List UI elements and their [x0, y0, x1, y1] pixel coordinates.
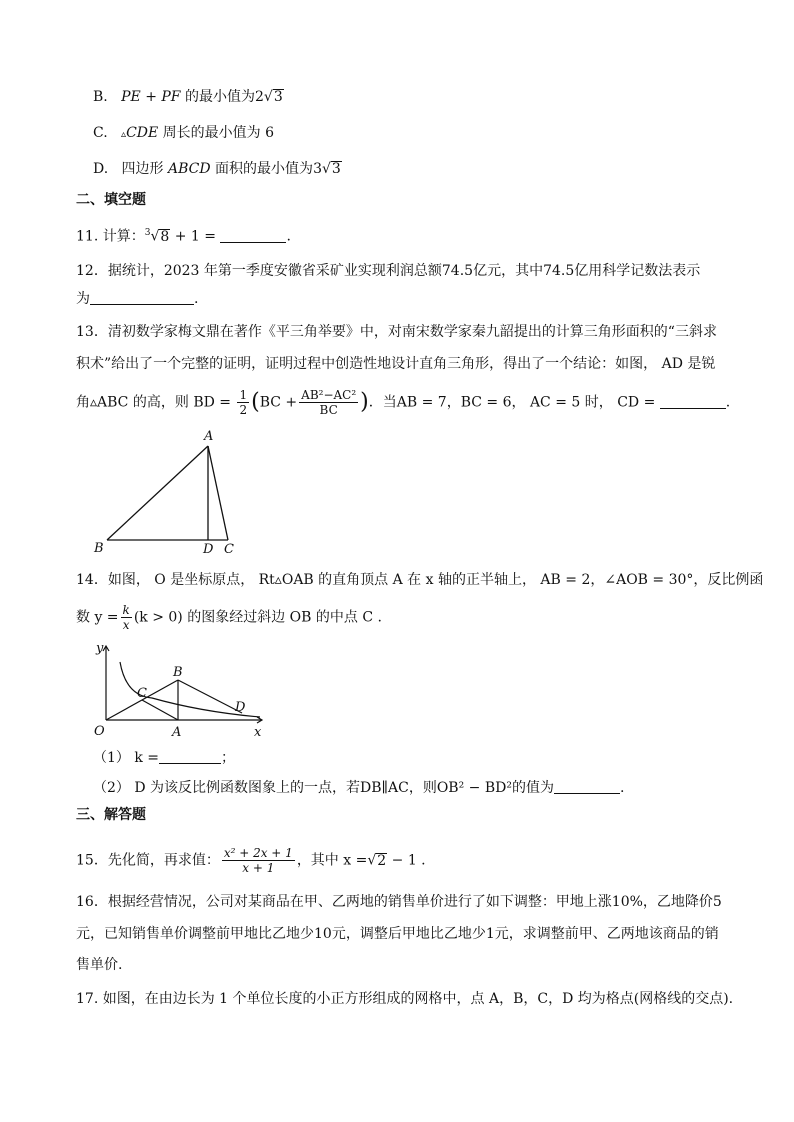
question-13-line3: 角▵ABC 的高，则 BD = $\frac{1}{2}$ (BC + $\frac{\text{AB²−AC²}}{BC}$ )．当AB = 7，BC = 6， AC = 5 时， CD = .: [76, 388, 731, 417]
option-c: C. ▵CDE 周长的最小值为 6: [93, 125, 275, 141]
sqrt-sign: √: [367, 852, 377, 869]
answer-blank[interactable]: [220, 228, 286, 243]
label-y: y: [96, 641, 104, 656]
fraction-ab-ac: $\frac{\text{AB²−AC²}}{BC}$: [301, 388, 357, 417]
section-heading-solve: 三、解答题: [76, 807, 146, 823]
sqrt-sign: √: [150, 228, 160, 245]
question-14-part2: （2） D 为该反比例函数图象上的一点，若DB∥AC，则OB² − BD²的值为 .: [93, 780, 625, 796]
question-11: 11. 计算：$^3$√8 + 1 = .: [76, 228, 291, 245]
question-15: 15．先化简，再求值： $\frac{\text{x² + 2x + 1}}{x + 1}$ ，其中 x =√2 − 1 .: [76, 846, 426, 875]
label-d: D: [235, 700, 246, 715]
answer-blank[interactable]: [660, 394, 726, 409]
fraction-half: $\frac{1}{2}$: [239, 388, 248, 417]
answer-blank[interactable]: [90, 290, 194, 305]
coordinate-figure: [92, 640, 272, 740]
label-o: O: [94, 724, 105, 739]
question-16-line2: 元，已知销售单价调整前甲地比乙地少10元，调整后甲地比乙地少1元，求调整前甲、乙两地该商品的销: [76, 926, 719, 942]
question-12-line2: 为 .: [76, 291, 199, 307]
question-13-line1: 13．清初数学家梅文鼎在著作《平三角举要》中，对南宋数学家秦九韶提出的计算三角形面积的“三斜求: [76, 324, 717, 340]
question-17-line1: 17. 如图，在由边长为 1 个单位长度的小正方形组成的网格中，点 A，B，C，D 均为格点(网格线的交点).: [76, 991, 734, 1007]
question-14-line1: 14．如图， O 是坐标原点， Rt▵OAB 的直角顶点 A 在 x 轴的正半轴上， AB = 2，∠AOB = 30°，反比例函: [76, 572, 764, 588]
answer-blank[interactable]: [159, 749, 221, 764]
label-a: A: [172, 725, 182, 740]
answer-blank[interactable]: [554, 779, 620, 794]
fraction-k-over-x: $\frac{k}{x}$: [122, 603, 130, 632]
sqrt-sign: √: [321, 161, 331, 177]
option-d: D. 四边形 ABCD 面积的最小值为3√3: [93, 161, 341, 177]
label-b: B: [94, 541, 104, 555]
triangle-figure: [90, 425, 250, 555]
question-12-line1: 12．据统计，2023 年第一季度安徽省采矿业实现利润总额74.5亿元，其中74.5亿用科学记数法表示: [76, 263, 701, 279]
question-16-line1: 16．根据经营情况，公司对某商品在甲、乙两地的销售单价进行了如下调整：甲地上涨10%，乙地降价5: [76, 894, 722, 910]
label-c: C: [137, 686, 147, 701]
question-14-part1: （1） k = ；: [93, 750, 236, 766]
sqrt-sign: √: [263, 89, 273, 105]
label-c: C: [224, 542, 234, 555]
fraction-expression: $\frac{\text{x² + 2x + 1}}{x + 1}$: [223, 846, 293, 875]
label-d: D: [203, 542, 214, 555]
segment-bd: [178, 680, 242, 713]
label-a: A: [204, 429, 214, 444]
option-b: B. PE + PF 的最小值为2√3: [93, 89, 283, 105]
side-ac: [208, 446, 228, 540]
question-13-line2: 积术”给出了一个完整的证明，证明过程中创造性地设计直角三角形，得出了一个结论：如图， AD 是锐: [76, 356, 716, 372]
question-16-line3: 售单价.: [76, 957, 123, 973]
side-ab: [107, 446, 208, 540]
question-14-line2: 数 y = $\frac{k}{x}$ (k > 0) 的图象经过斜边 OB 的中点 C .: [76, 603, 382, 632]
label-b: B: [173, 665, 183, 680]
section-heading-fill-in: 二、填空题: [76, 192, 146, 208]
label-x: x: [254, 725, 262, 740]
